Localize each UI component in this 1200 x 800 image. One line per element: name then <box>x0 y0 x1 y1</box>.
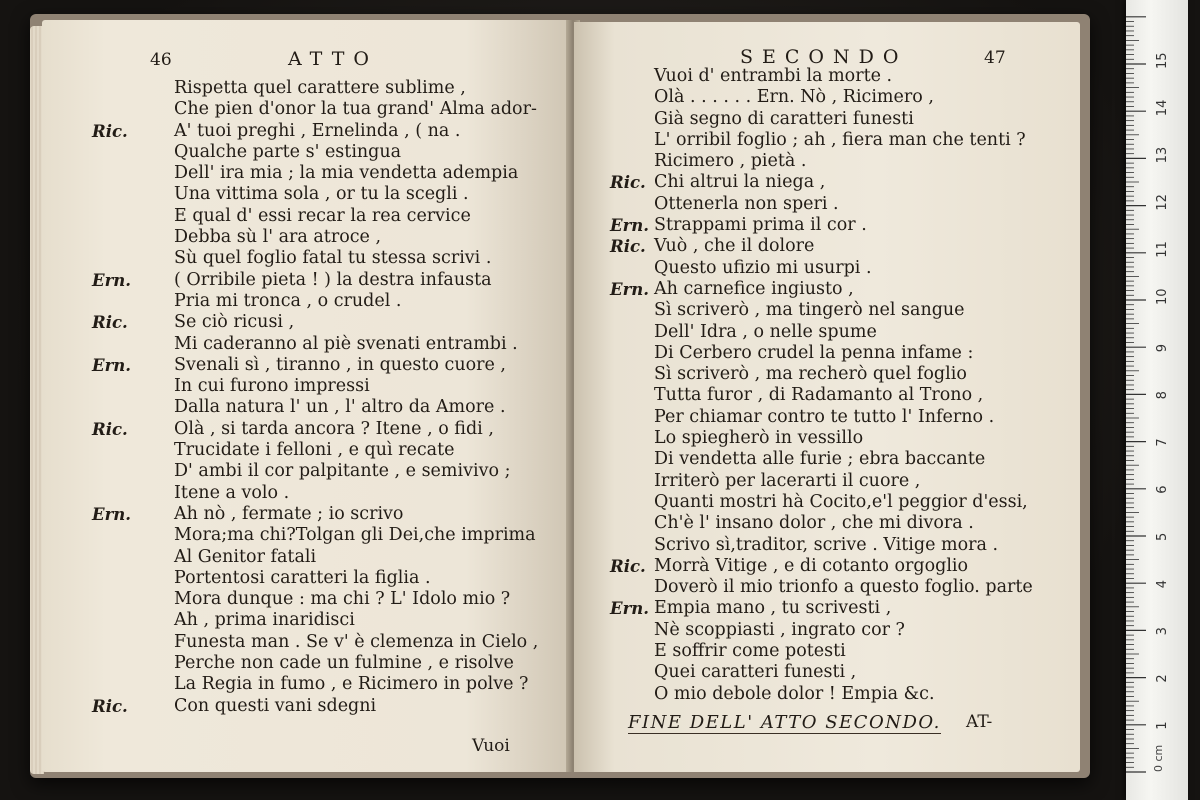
ruler-cm-label: 5 <box>1155 532 1170 541</box>
verse-text: Già segno di caratteri funesti <box>654 108 914 129</box>
ruler-scale <box>1126 0 1188 800</box>
speaker-label: Ric. <box>92 313 128 333</box>
verse-text: Funesta man . Se v' è clemenza in Cielo , <box>174 631 539 652</box>
ruler-cm-label: 2 <box>1155 674 1170 683</box>
verse-text: Debba sù l' ara atroce , <box>174 227 382 248</box>
verse-text: Qualche parte s' estingua <box>174 141 402 162</box>
ruler-cm-label: 9 <box>1155 343 1170 353</box>
verse-text: Dalla natura l' un , l' altro da Amore . <box>174 397 506 418</box>
verse-text: In cui furono impressi <box>174 376 370 397</box>
speaker-label: Ern. <box>92 504 132 524</box>
verse-text: Sì scriverò , ma tingerò nel sangue <box>654 300 965 321</box>
right-catchword: AT- <box>966 712 993 732</box>
verse-text: Ottenerla non speri . <box>654 193 839 214</box>
verse-text: Al Genitor fatali <box>174 546 317 567</box>
verse-text: ( Orribile pieta ! ) la destra infausta <box>174 269 492 290</box>
verse-text: Questo ufizio mi usurpi . <box>654 257 872 278</box>
verse-text: Rispetta quel carattere sublime , <box>174 78 466 98</box>
verse-text: Vuoi d' entrambi la morte . <box>654 66 893 86</box>
verse-text: Una vittima sola , or tu la scegli . <box>174 184 469 205</box>
verse-text: Portentosi caratteri la figlia . <box>174 567 431 588</box>
verse-text: Ah carnefice ingiusto , <box>654 278 854 299</box>
verse-text: E qual d' essi recar la rea cervice <box>174 205 471 226</box>
ruler-cm-label: 11 <box>1155 241 1170 258</box>
speaker-label: Ric. <box>610 173 646 193</box>
verse-text: Empia mano , tu scrivesti , <box>654 598 892 619</box>
verse-text: Scrivo sì,traditor, scrive . Vitige mora . <box>654 534 999 555</box>
verse-text: Per chiamar contro te tutto l' Inferno . <box>654 406 995 427</box>
verse-text: Lo spiegherò in vessillo <box>654 428 864 449</box>
verse-text: Olà , si tarda ancora ? Itene , o fidi , <box>174 418 494 439</box>
verse-text: Quei caratteri funesti , <box>654 662 857 683</box>
ruler-cm-label: 1 <box>1155 721 1170 730</box>
verse-text: Chi altrui la niega , <box>654 172 826 193</box>
right-page <box>574 22 1080 772</box>
act-end-title: FINE DELL' ATTO SECONDO. <box>628 712 941 733</box>
verse-text: Svenali sì , tiranno , in questo cuore , <box>174 354 506 375</box>
verse-text: A' tuoi preghi , Ernelinda , ( na . <box>174 120 461 141</box>
ruler-cm-label: 3 <box>1155 627 1170 636</box>
verse-text: Con questi vani sdegni <box>174 695 377 716</box>
right-running-header: SECONDO <box>740 46 908 68</box>
speaker-label: Ric. <box>610 556 646 576</box>
verse-text: Dell' Idra , o nelle spume <box>654 321 877 342</box>
ruler-cm-label: 8 <box>1155 391 1170 400</box>
speaker-label: Ric. <box>92 121 128 141</box>
ruler-cm-label: 4 <box>1155 579 1170 589</box>
ruler-cm-label: 6 <box>1155 485 1170 494</box>
verse-text: Quanti mostri hà Cocito,e'l peggior d'essi, <box>654 491 1028 512</box>
verse-text: L' orribil foglio ; ah , fiera man che tenti ? <box>654 129 1026 150</box>
verse-text: Se ciò ricusi , <box>174 312 295 333</box>
verse-text: Pria mi tronca , o crudel . <box>174 290 402 311</box>
left-catchword: Vuoi <box>472 736 510 756</box>
left-page-number: 46 <box>150 50 172 70</box>
ruler-cm-label: 14 <box>1155 99 1170 117</box>
verse-text: Ch'è l' insano dolor , che mi divora . <box>654 513 974 534</box>
verse-text: Tutta furor , di Radamanto al Trono , <box>654 385 984 406</box>
verse-text: Vuò , che il dolore <box>654 236 815 257</box>
verse-text: Ricimero , pietà . <box>654 151 807 172</box>
verse-text: Perche non cade un fulmine , e risolve <box>174 653 514 674</box>
left-running-header: ATTO <box>288 48 378 70</box>
measurement-ruler <box>1126 0 1188 800</box>
verse-text: Sì scriverò , ma recherò quel foglio <box>654 364 967 385</box>
verse-text: Olà . . . . . . Ern. Nò , Ricimero , <box>654 87 934 108</box>
speaker-label: Ern. <box>92 355 132 375</box>
verse-text: Sù quel foglio fatal tu stessa scrivi . <box>174 248 492 269</box>
ruler-cm-label: 15 <box>1155 52 1170 69</box>
speaker-label: Ern. <box>610 279 650 299</box>
ruler-unit-label: 0 cm <box>1152 744 1165 772</box>
verse-text: Doverò il mio trionfo a questo foglio. parte <box>654 577 1033 598</box>
verse-text: Itene a volo . <box>174 482 290 503</box>
verse-text: Ah nò , fermate ; io scrivo <box>174 503 404 524</box>
verse-text: Mora dunque : ma chi ? L' Idolo mio ? <box>174 589 511 610</box>
verse-text: O mio debole dolor ! Empia &c. <box>654 683 935 704</box>
verse-text: Dell' ira mia ; la mia vendetta adempia <box>174 163 519 184</box>
speaker-label: Ern. <box>610 599 650 619</box>
speaker-label: Ric. <box>92 696 128 716</box>
verse-text: Di vendetta alle furie ; ebra baccante <box>654 449 986 470</box>
verse-text: Ah , prima inaridisci <box>174 610 355 631</box>
speaker-label: Ric. <box>92 419 128 439</box>
verse-text: Mi caderanno al piè svenati entrambi . <box>174 333 518 354</box>
verse-text: D' ambi il cor palpitante , e semivivo ; <box>174 461 511 482</box>
left-page <box>42 20 572 772</box>
ruler-cm-label: 12 <box>1155 194 1170 211</box>
ruler-cm-label: 10 <box>1155 288 1170 305</box>
verse-text: Nè scoppiasti , ingrato cor ? <box>654 619 905 640</box>
verse-text: Irriterò per lacerarti il cuore , <box>654 470 921 491</box>
verse-text: Trucidate i felloni , e quì recate <box>174 440 455 461</box>
verse-text: E soffrir come potesti <box>654 641 846 662</box>
verse-text: Strappami prima il cor . <box>654 215 867 236</box>
verse-text: Di Cerbero crudel la penna infame : <box>654 342 974 363</box>
verse-text: Che pien d'onor la tua grand' Alma ador- <box>174 99 537 120</box>
speaker-label: Ric. <box>610 237 646 257</box>
ruler-cm-label: 13 <box>1155 146 1170 164</box>
speaker-label: Ern. <box>92 270 132 290</box>
verse-text: La Regia in fumo , e Ricimero in polve ? <box>174 674 529 695</box>
verse-text: Mora;ma chi?Tolgan gli Dei,che imprima <box>174 525 536 546</box>
ruler-cm-label: 7 <box>1155 438 1170 447</box>
right-page-number: 47 <box>984 48 1006 68</box>
speaker-label: Ern. <box>610 216 650 236</box>
verse-text: Morrà Vitige , e di cotanto orgoglio <box>654 555 969 576</box>
